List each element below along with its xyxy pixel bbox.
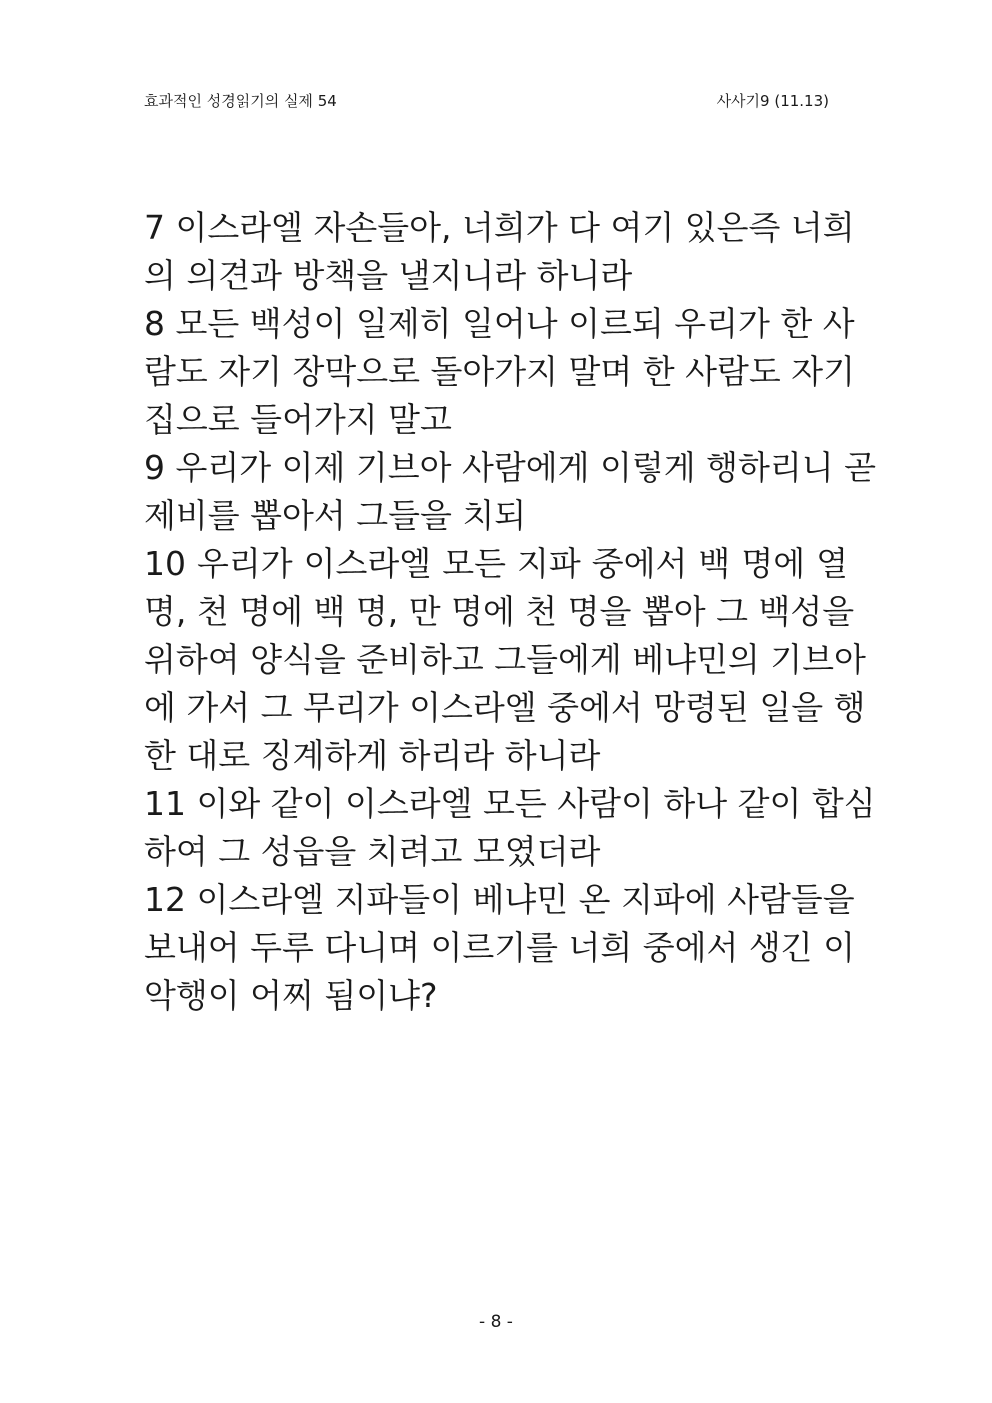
text-line: 위하여 양식을 준비하고 그들에게 베냐민의 기브아 bbox=[144, 640, 866, 679]
scripture-text bbox=[144, 204, 876, 1020]
text-line: 의 의견과 방책을 낼지니라 하니라 bbox=[144, 256, 633, 295]
text-line: 제비를 뽑아서 그들을 치되 bbox=[144, 496, 527, 535]
text-line: 악행이 어찌 됨이냐? bbox=[144, 976, 438, 1015]
text-line: 11 이와 같이 이스라엘 모든 사람이 하나 같이 합심 bbox=[144, 784, 876, 823]
text-line: 8 모든 백성이 일제히 일어나 이르되 우리가 한 사 bbox=[144, 304, 855, 343]
text-line: 10 우리가 이스라엘 모든 지파 중에서 백 명에 열 bbox=[144, 544, 848, 583]
text-line: 한 대로 징계하게 하리라 하니라 bbox=[144, 736, 601, 775]
text-line: 람도 자기 장막으로 돌아가지 말며 한 사람도 자기 bbox=[144, 352, 855, 391]
text-line: 집으로 들어가지 말고 bbox=[144, 400, 452, 439]
text-line: 12 이스라엘 지파들이 베냐민 온 지파에 사람들을 bbox=[144, 880, 855, 919]
text-line: 에 가서 그 무리가 이스라엘 중에서 망령된 일을 행 bbox=[144, 688, 866, 727]
header-chapter-date: 사사기9 (11.13) bbox=[716, 92, 829, 110]
text-line: 하여 그 성읍을 치려고 모였더라 bbox=[144, 832, 601, 871]
text-line: 9 우리가 이제 기브아 사람에게 이렇게 행하리니 곧 bbox=[144, 448, 876, 487]
text-line: 보내어 두루 다니며 이르기를 너희 중에서 생긴 이 bbox=[144, 928, 855, 967]
page-number: - 8 - bbox=[479, 1312, 513, 1332]
text-line: 7 이스라엘 자손들아, 너희가 다 여기 있은즉 너희 bbox=[144, 208, 855, 247]
header-title: 효과적인 성경읽기의 실제 54 bbox=[144, 92, 337, 110]
text-line: 명, 천 명에 백 명, 만 명에 천 명을 뽑아 그 백성을 bbox=[144, 592, 855, 631]
